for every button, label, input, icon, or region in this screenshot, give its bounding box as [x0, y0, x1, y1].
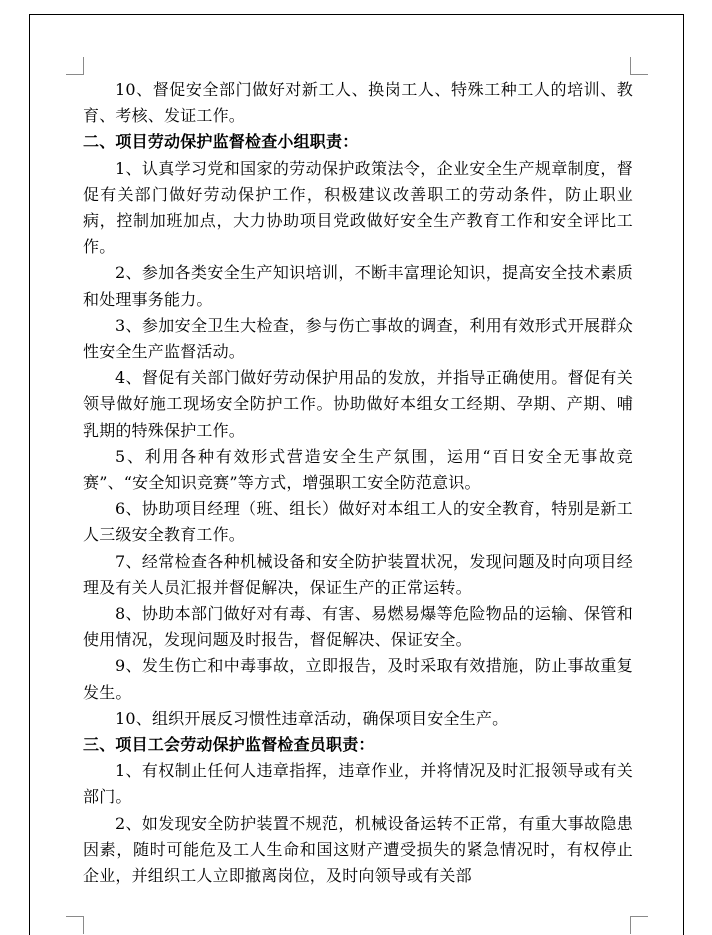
crop-mark-bottom-right [630, 916, 648, 934]
paragraph: 1、有权制止任何人违章指挥，违章作业，并将情况及时汇报领导或有关部门。 [83, 761, 633, 807]
section-heading: 三、项目工会劳动保护监督检查员职责： [83, 735, 375, 755]
paragraph: 9、发生伤亡和中毒事故，立即报告，及时采取有效措施，防止事故重复发生。 [83, 656, 633, 702]
paragraph: 8、协助本部门做好对有毒、有害、易燃易爆等危险物品的运输、保管和使用情况，发现问题及时报告，督促解决、保证安全。 [83, 604, 633, 650]
paragraph: 6、协助项目经理（班、组长）做好对本组工人的安全教育，特别是新工人三级安全教育工作。 [83, 499, 633, 545]
paragraph: 3、参加安全卫生大检查，参与伤亡事故的调查，利用有效形式开展群众性安全生产监督活动。 [83, 315, 633, 362]
section-heading: 二、项目劳动保护监督检查小组职责： [83, 132, 359, 152]
paragraph: 7、经常检查各种机械设备和安全防护装置状况，发现问题及时向项目经理及有关人员汇报并督促解决，保证生产的正常运转。 [83, 551, 633, 597]
paragraph: 1、认真学习党和国家的劳动保护政策法令，企业安全生产规章制度，督促有关部门做好劳动保护工作，积极建议改善职工的劳动条件，防止职业病，控制加班加点，大力协助项目党政做好安全生产教育工作和安全评比工作。 [83, 158, 633, 257]
crop-mark-top-left [66, 57, 84, 75]
crop-mark-bottom-left [66, 916, 84, 934]
paragraph: 5、利用各种有效形式营造安全生产氛围，运用“百日安全无事故竞赛”、“安全知识竞赛”等方式，增强职工安全防范意识。 [83, 446, 633, 493]
document-body [83, 77, 633, 889]
paragraph: 2、如发现安全防护装置不规范，机械设备运转不正常，有重大事故隐患因素，随时可能危及工人生命和国这财产遭受损失的紧急情况时，有权停止企业，并组织工人立即撤离岗位，及时向领导或有关部 [83, 813, 633, 886]
paragraph: 10、组织开展反习惯性违章活动，确保项目安全生产。 [115, 708, 509, 728]
crop-mark-top-right [630, 57, 648, 75]
paragraph: 4、督促有关部门做好劳动保护用品的发放，并指导正确使用。督促有关领导做好施工现场安全防护工作。协助做好本组女工经期、孕期、产期、哺乳期的特殊保护工作。 [83, 368, 633, 440]
paragraph: 10、督促安全部门做好对新工人、换岗工人、特殊工种工人的培训、教育、考核、发证工作。 [83, 80, 633, 126]
paragraph: 2、参加各类安全生产知识培训，不断丰富理论知识，提高安全技术素质和处理事务能力。 [83, 263, 633, 309]
